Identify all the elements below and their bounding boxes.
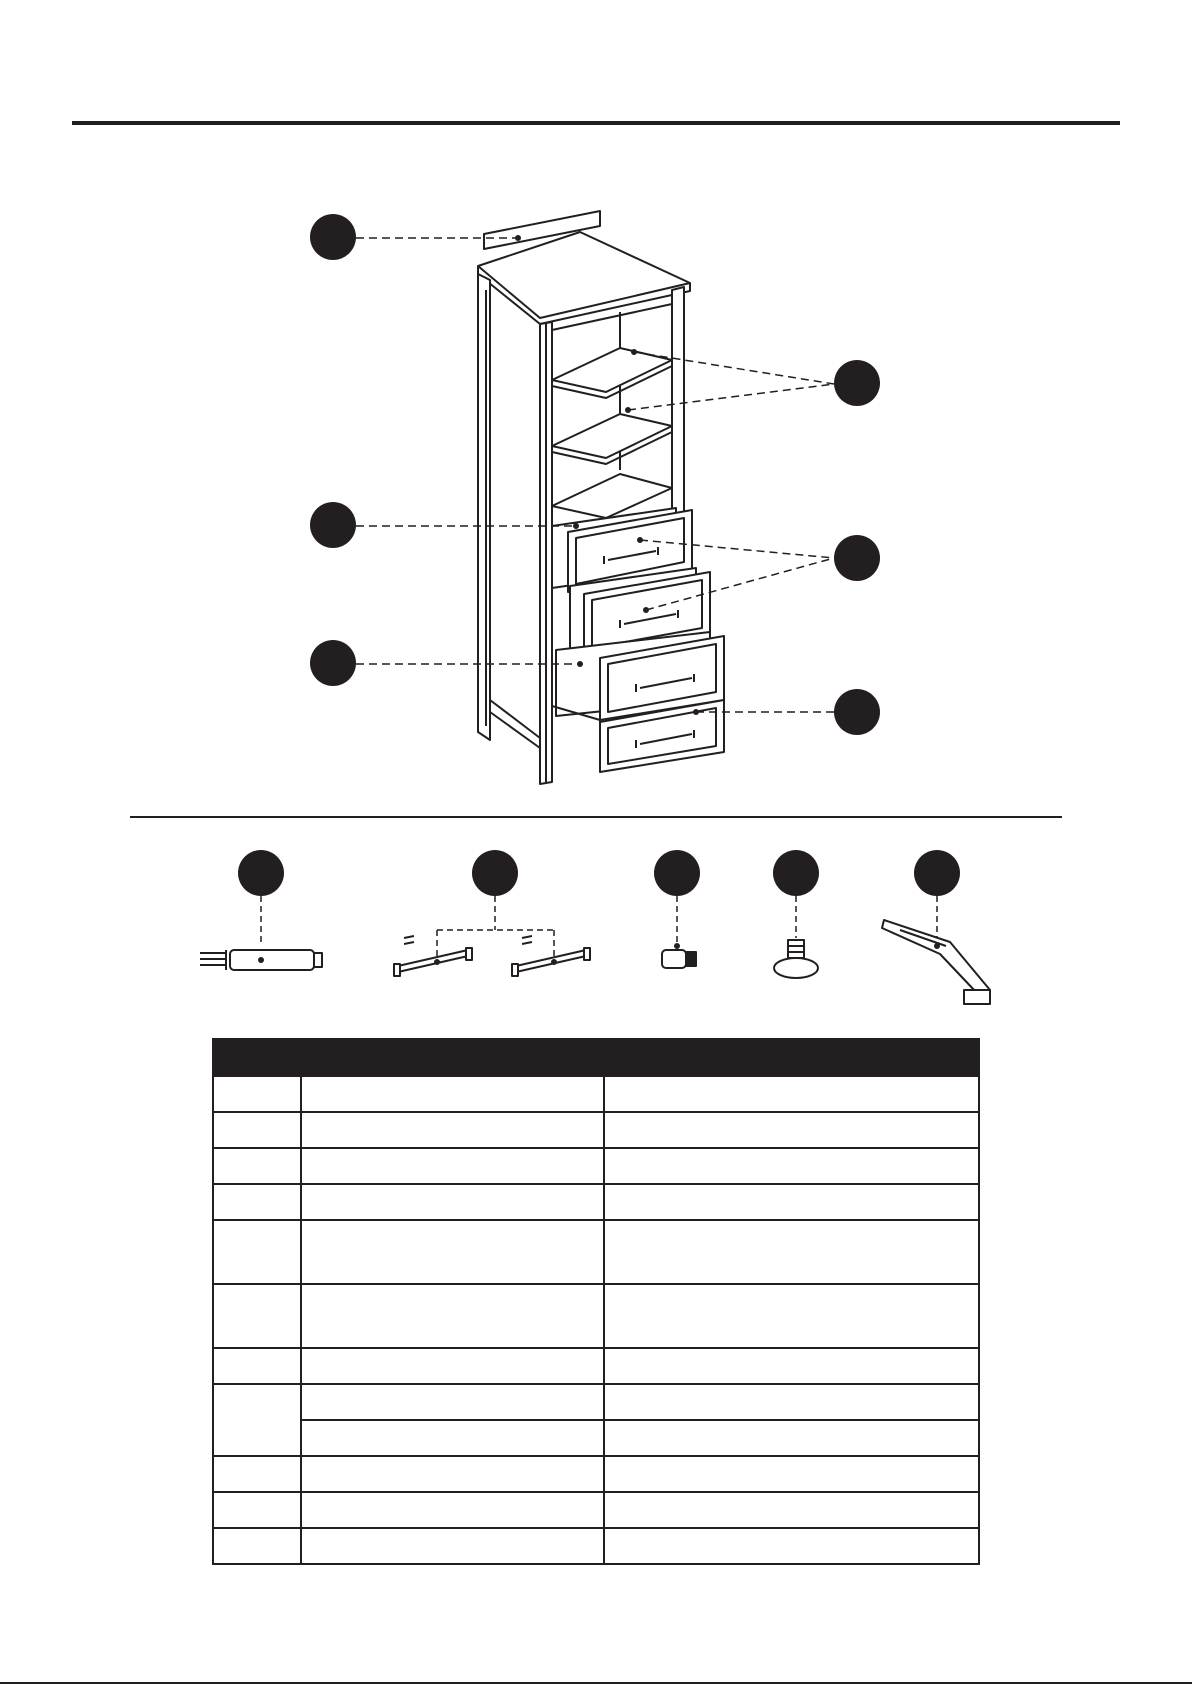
table-row: [213, 1148, 979, 1184]
callout-handles: [472, 850, 518, 896]
table-cell: [213, 1184, 301, 1220]
table-cell: [213, 1112, 301, 1148]
table-header-row: [213, 1039, 979, 1076]
table-cell: [213, 1492, 301, 1528]
table-cell: [301, 1112, 604, 1148]
table-cell: [604, 1456, 979, 1492]
table-row: [213, 1420, 979, 1456]
header-cell: [301, 1039, 604, 1076]
page-bottom-edge: [0, 1682, 1192, 1684]
table-cell: [301, 1456, 604, 1492]
table-cell: [301, 1420, 604, 1456]
table-cell: [604, 1284, 979, 1348]
table-cell: [604, 1420, 979, 1456]
table-row: [213, 1492, 979, 1528]
table-cell: [213, 1528, 301, 1564]
table-row: [213, 1456, 979, 1492]
table-cell: [213, 1284, 301, 1348]
table-row: [213, 1528, 979, 1564]
table-row: [213, 1284, 979, 1348]
table-cell: [301, 1284, 604, 1348]
table-cell: [301, 1184, 604, 1220]
table-cell: [604, 1112, 979, 1148]
table-cell: [213, 1348, 301, 1384]
table-cell: [301, 1492, 604, 1528]
table-cell: [213, 1148, 301, 1184]
table-row: [213, 1348, 979, 1384]
callout-leveling-foot: [773, 850, 819, 896]
table-cell: [604, 1528, 979, 1564]
table-cell: [604, 1148, 979, 1184]
parts-list-table: [212, 1038, 980, 1565]
callout-drawer-slide: [914, 850, 960, 896]
table-cell: [604, 1220, 979, 1284]
table-cell: [213, 1076, 301, 1112]
table-cell: [301, 1348, 604, 1384]
header-cell: [213, 1039, 301, 1076]
table-cell: [301, 1384, 604, 1420]
table-cell: [301, 1220, 604, 1284]
table-row: [213, 1076, 979, 1112]
table-cell: [301, 1148, 604, 1184]
table-cell: [604, 1184, 979, 1220]
callout-dowel-tool: [238, 850, 284, 896]
table-cell: [604, 1492, 979, 1528]
table-cell: [604, 1076, 979, 1112]
table-cell: [604, 1384, 979, 1420]
table-cell: [301, 1076, 604, 1112]
table-row: [213, 1220, 979, 1284]
table-cell: [213, 1220, 301, 1284]
table-cell: [213, 1456, 301, 1492]
table-row: [213, 1112, 979, 1148]
table-row: [213, 1184, 979, 1220]
callout-cam-bolt: [654, 850, 700, 896]
header-cell: [604, 1039, 979, 1076]
table-row: [213, 1384, 979, 1420]
table-cell: [604, 1348, 979, 1384]
table-cell: [213, 1384, 301, 1456]
table-cell: [301, 1528, 604, 1564]
